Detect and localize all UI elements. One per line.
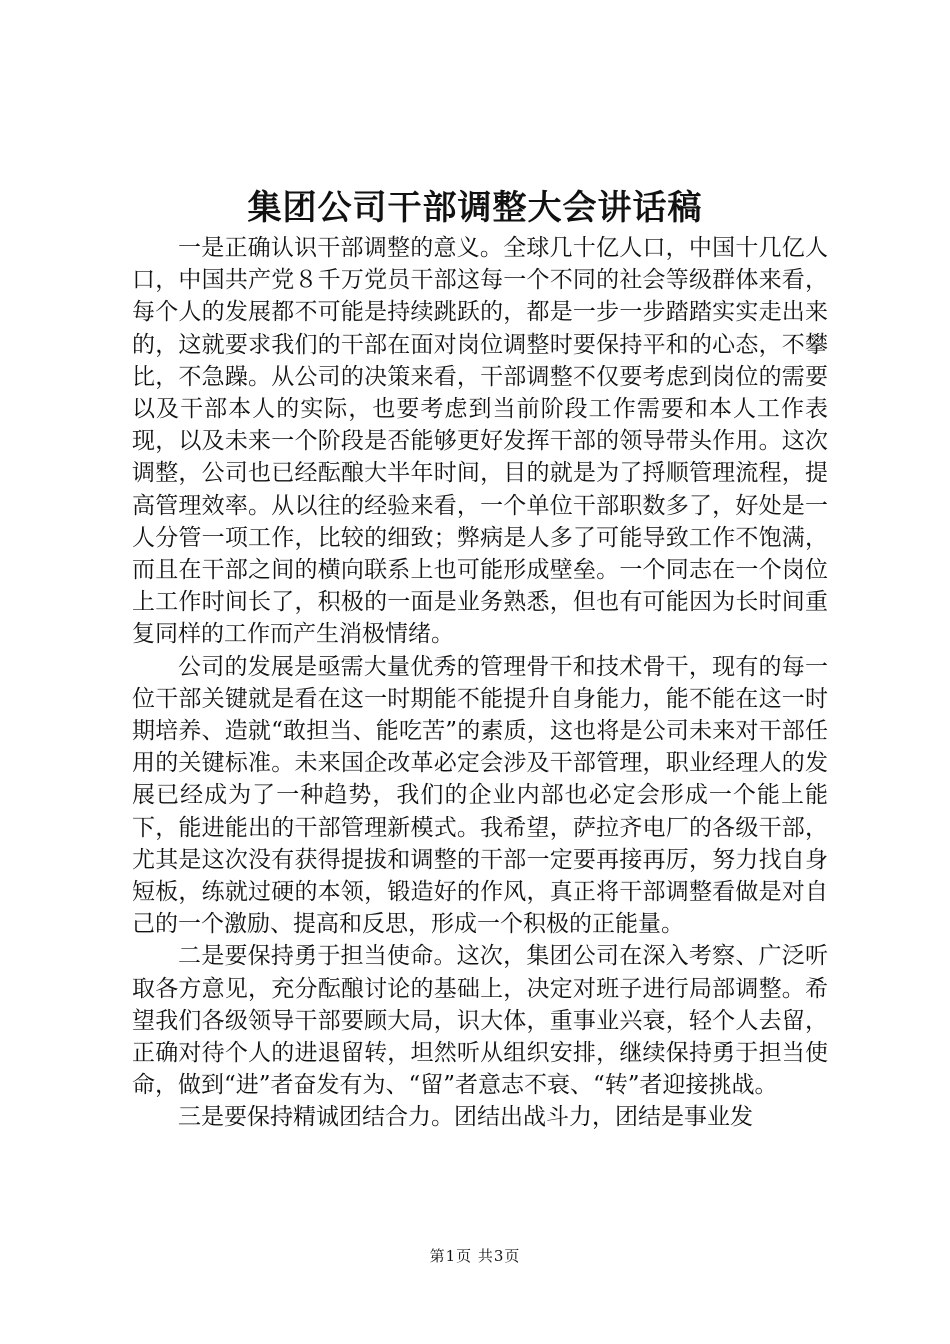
paragraph-4: 三是要保持精诚团结合力。团结出战斗力，团结是事业发 <box>178 1104 753 1131</box>
document-body <box>132 232 828 1134</box>
paragraph-1: 一是正确认识干部调整的意义。全球几十亿人口，中国十几亿人口，中国共产党８千万党员干部这每一个不同的社会等级群体来看，每个人的发展都不可能是持续跳跃的，都是一步一步踏踏实实走出来的，这就要求我们的干部在面对岗位调整时要保持平和的心态，不攀比，不急躁。从公司的决策来看，干部调整不仅要考虑到岗位的需要以及干部本人的实际，也要考虑到当前阶段工作需要和本人工作表现，以及未来一个阶段是否能够更好发挥干部的领导带头作用。这次调整，公司也已经酝酿大半年时间，目的就是为了捋顺管理流程，提高管理效率。从以往的经验来看，一个单位干部职数多了，好处是一人分管一项工作，比较的细致；弊病是人多了可能导致工作不饱满，而且在干部之间的横向联系上也可能形成壁垒。一个同志在一个岗位上工作时间长了，积极的一面是业务熟悉，但也有可能因为长时间重复同样的工作而产生消极情绪。 <box>132 235 828 648</box>
paragraph-3: 二是要保持勇于担当使命。这次，集团公司在深入考察、广泛听取各方意见，充分酝酿讨论的基础上，决定对班子进行局部调整。希望我们各级领导干部要顾大局，识大体，重事业兴衰，轻个人去留，正确对待个人的进退留转，坦然听从组织安排，继续保持勇于担当使命，做到“进”者奋发有为、“留”者意志不衰、“转”者迎接挑战。 <box>132 943 828 1099</box>
page-footer: 第1页 共3页 <box>429 1247 521 1265</box>
paragraph-2: 公司的发展是亟需大量优秀的管理骨干和技术骨干，现有的每一位干部关键就是看在这一时期能不能提升自身能力，能不能在这一时期培养、造就“敢担当、能吃苦”的素质，这也将是公司未来对干部任用的关键标准。未来国企改革必定会涉及干部管理，职业经理人的发展已经成为了一种趋势，我们的企业内部也必定会形成一个能上能下，能进能出的干部管理新模式。我希望，萨拉齐电厂的各级干部，尤其是这次没有获得提拔和调整的干部一定要再接再厉，努力找自身短板，练就过硬的本领，锻造好的作风，真正将干部调整看做是对自己的一个激励、提高和反思，形成一个积极的正能量。 <box>132 653 828 938</box>
document-title: 集团公司干部调整大会讲话稿 <box>247 188 703 228</box>
